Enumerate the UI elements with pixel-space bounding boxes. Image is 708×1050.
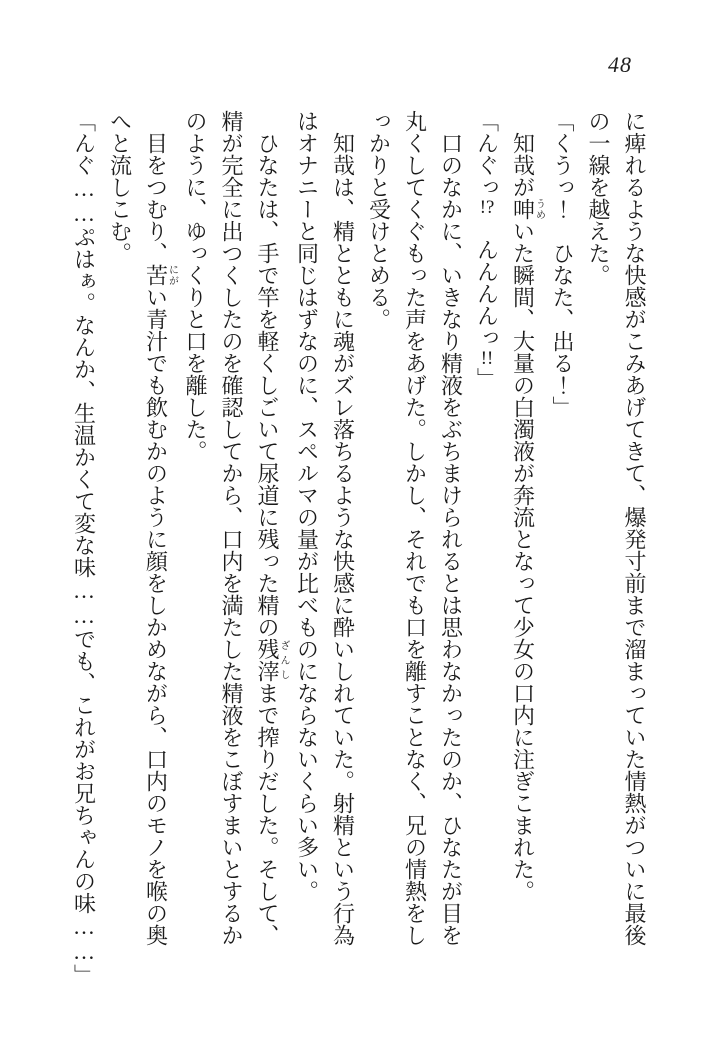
text-column: 知哉が呻うめいた瞬間、大量の白濁液が奔流となって少女の口内に注ぎこまれた。	[510, 132, 545, 902]
ruby-annotated-word: 苦にが	[143, 264, 178, 286]
text-column: 「んぐ……ぷはぁ。なんか、生温かくて変な味……でも、これがお兄ちゃんの味……」	[71, 110, 97, 986]
tate-chu-yoko: !?	[479, 198, 495, 217]
text-column: 目をつむり、苦にがい青汁でも飲むかのように顔をしかめながら、口内のモノを喉の奥	[143, 132, 178, 946]
text-column: 精が完全に出つくしたのを確認してから、口内を満たした精液をこぼすまいとするか	[219, 110, 244, 946]
text-column: のように、ゆっくりと口を離した。	[183, 110, 208, 462]
text-column: に痺れるような快感がこみあげてきて、爆発寸前まで溜まっていた情熱がついに最後	[622, 110, 647, 946]
text-column: へと流しこむ。	[107, 110, 133, 264]
text-block	[66, 110, 653, 986]
page-number: 48	[608, 52, 632, 77]
text-column: 「んぐっ!? んんんんっ!!」	[474, 110, 500, 390]
text-column: っかりと受けとめる。	[366, 110, 392, 330]
text-column: はオナニーと同じはずなのに、スペルマの量が比べものにならないくらい多い。	[294, 110, 320, 902]
ruby-annotated-word: 呻うめ	[510, 198, 545, 220]
text-column: の一線を越えた。	[586, 110, 611, 286]
text-column: 口のなかに、いきなり精液をぶちまけられるとは思わなかったのか、ひなたが目を	[438, 132, 464, 946]
ruby-annotated-word: 残滓ざんし	[255, 638, 289, 682]
tate-chu-yoko: !!	[480, 348, 494, 368]
text-column: 丸くしてくぐもった声をあげた。しかし、それでも口を離すことなく、兄の情熱をし	[402, 110, 428, 946]
text-column: ひなたは、手で竿を軽くしごいて尿道に残った精の残滓ざんしまで搾りだした。そして、	[255, 132, 289, 946]
text-column: 知哉は、精とともに魂がズレ落ちるような快感に酔いしれていた。射精という行為	[330, 132, 356, 946]
text-column: 「くうっ！ ひなた、出る！」	[550, 110, 575, 418]
